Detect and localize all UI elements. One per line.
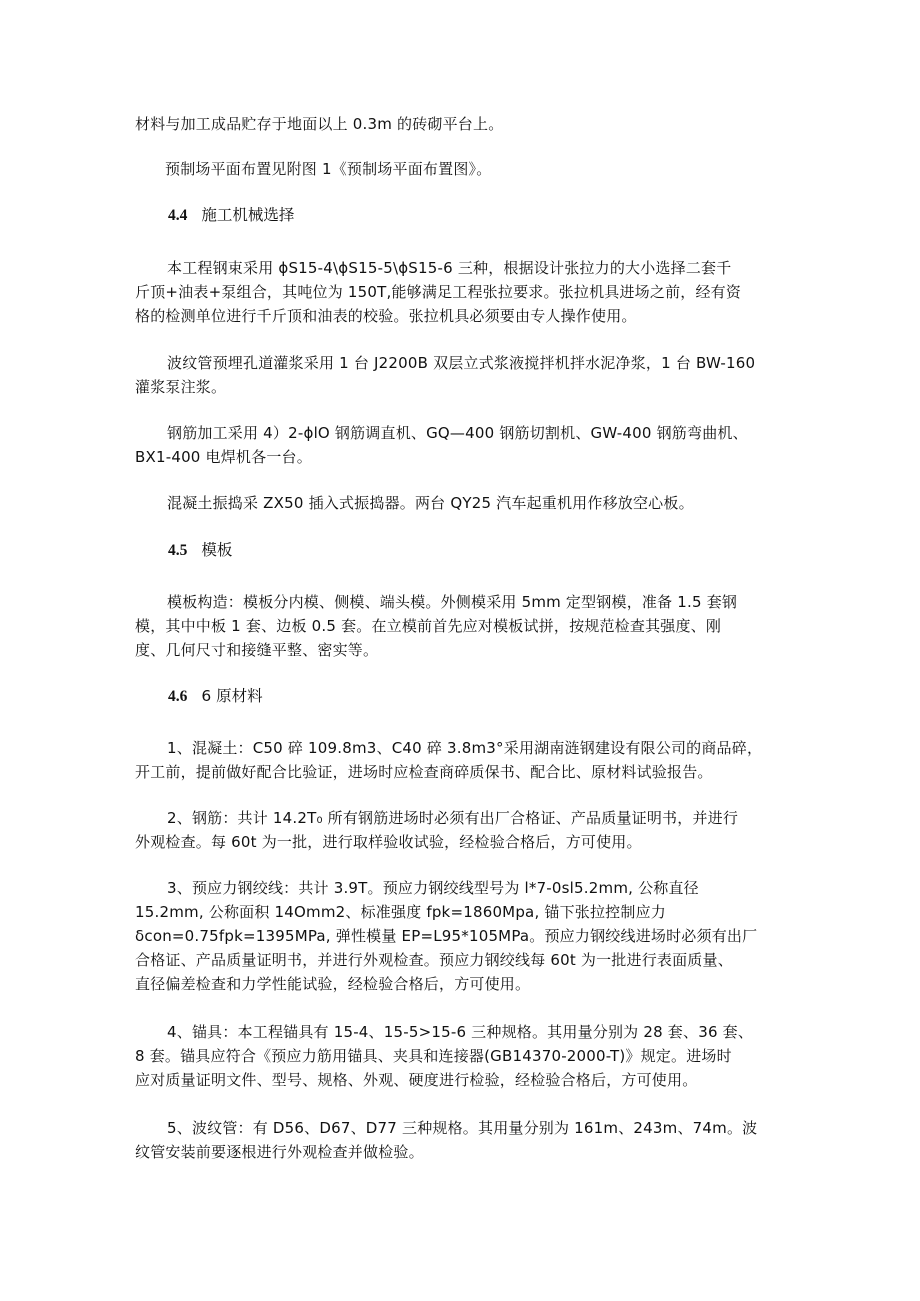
paragraph-vibration-equipment xyxy=(135,491,790,515)
text-line: 5、波纹管：有 D56、D67、D77 三种规格。其用量分别为 161m、243m、74m。波 xyxy=(167,1119,758,1137)
paragraph-formwork xyxy=(135,590,790,662)
text-line: 预制场平面布置见附图 1《预制场平面布置图》。 xyxy=(165,160,492,178)
text-line: 斤顶+油表+泵组合，其吨位为 150T,能够满足工程张拉要求。张拉机具进场之前，经有资 xyxy=(135,283,742,301)
section-title: 模板 xyxy=(201,541,233,559)
text-line: 应对质量证明文件、型号、规格、外观、硬度进行检验，经检验合格后，方可使用。 xyxy=(135,1071,698,1089)
paragraph-rebar-equipment xyxy=(135,421,790,469)
paragraph-rebar xyxy=(135,806,790,854)
paragraph-concrete xyxy=(135,736,790,784)
text-line: 开工前，提前做好配合比验证，进场时应检查商碎质保书、配合比、原材料试验报告。 xyxy=(135,763,713,781)
text-line: 模，其中中板 1 套、边板 0.5 套。在立模前首先应对模板试拼，按规范检查其强度、刚 xyxy=(135,617,722,635)
paragraph-storage xyxy=(135,112,790,136)
text-line: 模板构造：模板分内模、侧模、端头模。外侧模采用 5mm 定型钢模，准备 1.5 套钢 xyxy=(167,593,738,611)
text-line: 15.2mm, 公称面积 14Omm2、标准强度 fpk=1860Mpa, 锚下张拉控制应力 xyxy=(135,903,666,921)
text-line: 纹管安装前要逐根进行外观检查并做检验。 xyxy=(135,1143,424,1161)
text-line: 4、锚具：本工程锚具有 15-4、15-5>15-6 三种规格。其用量分别为 28 套、36 套、 xyxy=(167,1023,754,1041)
paragraph-anchorage xyxy=(135,1020,790,1092)
text-line: 合格证、产品质量证明书，并进行外观检查。预应力钢绞线每 60t 为一批进行表面质量、 xyxy=(135,951,733,969)
paragraph-corrugated-pipe xyxy=(135,1116,790,1164)
text-line: 波纹管预埋孔道灌浆采用 1 台 J2200B 双层立式浆液搅拌机拌水泥净浆，1 台 BW-160 xyxy=(167,354,756,372)
section-title: 施工机械选择 xyxy=(201,206,295,224)
paragraph-grouting-equipment xyxy=(135,351,790,399)
section-number: 4.6 xyxy=(168,688,188,705)
text-line: 8 套。锚具应符合《预应力筋用锚具、夹具和连接器(GB14370-2000-T)》规定。进场时 xyxy=(135,1047,732,1065)
text-line: 2、钢筋：共计 14.2T₀ 所有钢筋进场时必须有出厂合格证、产品质量证明书，并进行 xyxy=(167,809,739,827)
paragraph-prestressing-strand xyxy=(135,876,790,996)
text-line: 格的检测单位进行千斤顶和油表的校验。张拉机具必须要由专人操作使用。 xyxy=(135,307,637,325)
text-line: 本工程钢束采用 ϕS15-4\ϕS15-5\ϕS15-6 三种，根据设计张拉力的大小选择二套千 xyxy=(167,259,732,277)
text-line: BX1-400 电焊机各一台。 xyxy=(135,448,312,466)
text-line: 混凝土振捣采 ZX50 插入式振捣器。两台 QY25 汽车起重机用作移放空心板。 xyxy=(167,494,694,512)
section-heading-4-4 xyxy=(168,203,294,228)
text-line: 灌浆泵注浆。 xyxy=(135,378,227,396)
text-line: 1、混凝土：C50 碎 109.8m3、C40 碎 3.8m3°采用湖南涟钢建设有限公司的商品碎， xyxy=(167,739,763,757)
section-number: 4.4 xyxy=(168,207,188,224)
text-line: 3、预应力钢绞线：共计 3.9T。预应力钢绞线型号为 l*7-0sl5.2mm, 公称直径 xyxy=(167,879,699,897)
paragraph-tensioning-equipment xyxy=(135,256,790,328)
section-number: 4.5 xyxy=(168,542,188,559)
section-title: 6 原材料 xyxy=(201,687,263,705)
text-line: 钢筋加工采用 4）2-ϕlO 钢筋调直机、GQ—400 钢筋切割机、GW-400 钢筋弯曲机、 xyxy=(167,424,748,442)
paragraph-layout-reference xyxy=(165,157,820,181)
text-line: 外观检查。每 60t 为一批，进行取样验收试验，经检验合格后，方可使用。 xyxy=(135,833,642,851)
section-heading-4-5 xyxy=(168,538,232,563)
section-heading-4-6 xyxy=(168,684,263,709)
text-line: 直径偏差检查和力学性能试验，经检验合格后，方可使用。 xyxy=(135,975,531,993)
text-line: 度、几何尺寸和接缝平整、密实等。 xyxy=(135,641,379,659)
text-line: 材料与加工成品贮存于地面以上 0.3m 的砖砌平台上。 xyxy=(135,115,504,133)
text-line: δcon=0.75fpk=1395MPa, 弹性模量 EP=L95*105MPa。预应力钢绞线进场时必须有出厂 xyxy=(135,927,758,945)
